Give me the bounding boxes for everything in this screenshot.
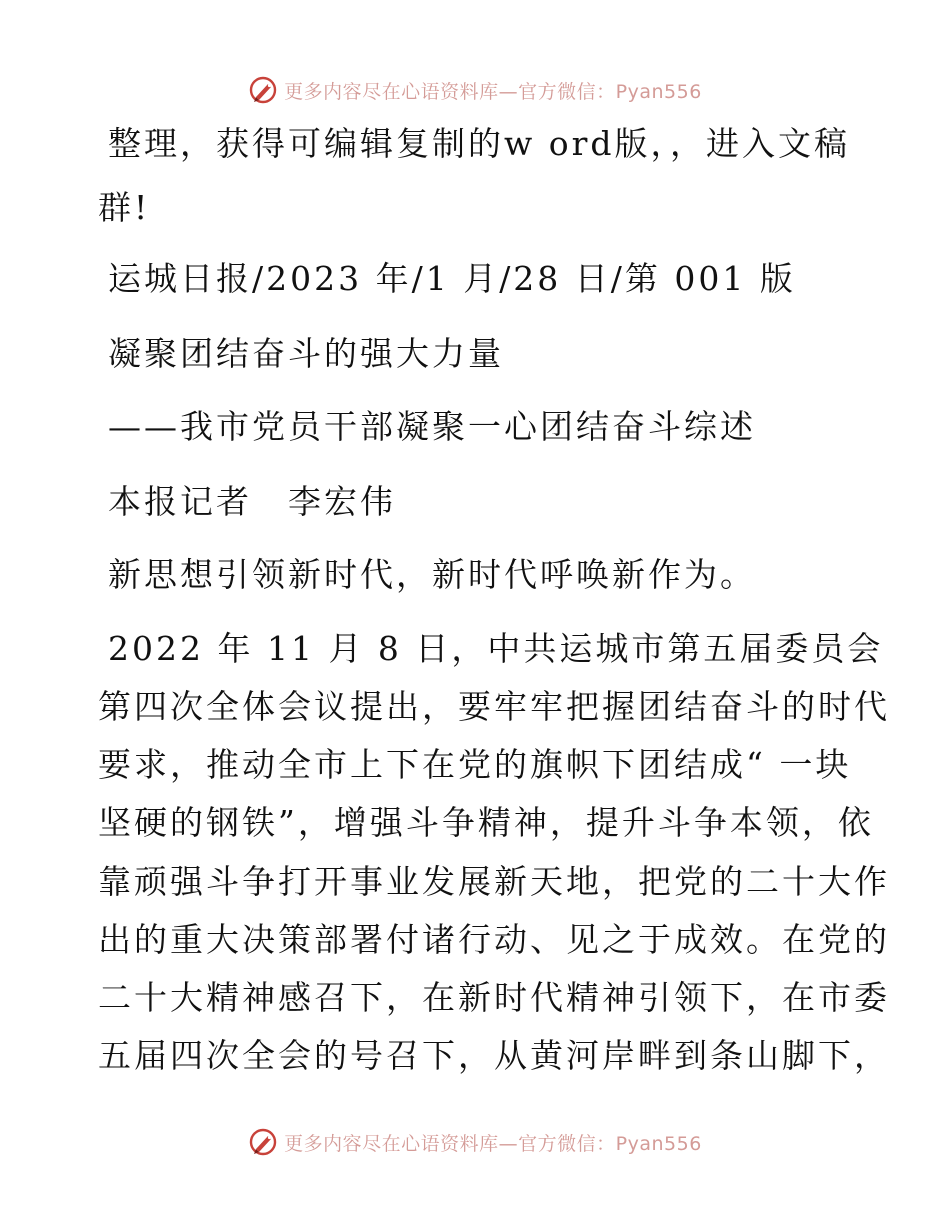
paragraph-line-2: 第四次全体会议提出，要牢牢把握团结奋斗的时代	[98, 687, 890, 726]
body-line-2: 群!	[98, 188, 151, 227]
paragraph-line-7: 二十大精神感召下，在新时代精神引领下，在市委	[98, 978, 890, 1017]
paragraph-line-1: 2022 年 11 月 8 日，中共运城市第五届委员会	[108, 629, 884, 668]
article-byline: 本报记者 李宏伟	[108, 482, 396, 521]
pen-logo-icon	[248, 1127, 278, 1157]
article-subtitle: ——我市党员干部凝聚一心团结奋斗综述	[108, 407, 756, 446]
body-line-1: 整理，获得可编辑复制的w ord版，，进入文稿	[108, 124, 851, 163]
paragraph-line-6: 出的重大决策部署付诸行动、见之于成效。在党的	[98, 920, 890, 959]
footer-watermark	[0, 1124, 950, 1160]
paragraph-line-4: 坚硬的钢铁”，增强斗争精神，提升斗争本领，依	[98, 803, 874, 842]
source-line: 运城日报/2023 年/1 月/28 日/第 001 版	[108, 259, 796, 298]
article-lead: 新思想引领新时代，新时代呼唤新作为。	[108, 555, 756, 594]
watermark-text: 更多内容尽在心语资料库—官方微信：Pyan556	[284, 1132, 702, 1155]
paragraph-line-8: 五届四次全会的号召下，从黄河岸畔到条山脚下，	[98, 1036, 890, 1075]
pen-logo-icon	[248, 75, 278, 105]
header-watermark	[0, 72, 950, 108]
paragraph-line-5: 靠顽强斗争打开事业发展新天地，把党的二十大作	[98, 862, 890, 901]
article-title: 凝聚团结奋斗的强大力量	[108, 334, 504, 373]
watermark-text: 更多内容尽在心语资料库—官方微信：Pyan556	[284, 80, 702, 103]
paragraph-line-3: 要求，推动全市上下在党的旗帜下团结成“ 一块	[98, 745, 852, 784]
